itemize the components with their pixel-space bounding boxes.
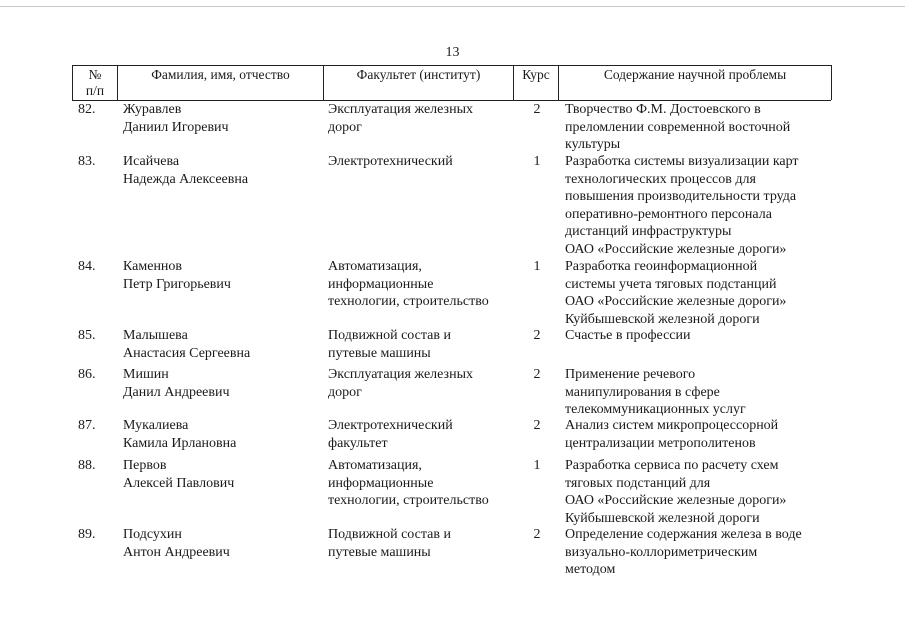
course: 2 (533, 418, 541, 433)
faculty: Подвижной состав и путевые машины (328, 328, 451, 361)
faculty: Эксплуатация железных дорог (328, 367, 473, 400)
header-num: № п/п (85, 67, 105, 98)
row-number: 86. (78, 367, 96, 382)
research-topic: Счастье в профессии (565, 328, 691, 343)
row-number: 87. (78, 418, 96, 433)
student-name: Малышева Анастасия Сергеевна (123, 328, 251, 361)
student-name: Каменнов Петр Григорьевич (123, 259, 231, 292)
course: 2 (533, 102, 541, 117)
row-number: 83. (78, 154, 96, 169)
faculty: Электротехнический (328, 154, 453, 169)
student-name: Исайчева Надежда Алексеевна (123, 154, 249, 187)
student-name: Журавлев Даниил Игоревич (123, 102, 229, 135)
faculty: Автоматизация, информационные технологии, строительство (328, 458, 489, 508)
header-course: Курс (522, 67, 550, 82)
faculty: Подвижной состав и путевые машины (328, 527, 451, 560)
course: 1 (533, 458, 541, 473)
research-topic: Творчество Ф.М. Достоевского в преломлении современной восточной культуры (565, 102, 791, 152)
row-number: 85. (78, 328, 96, 343)
research-topic: Разработка сервиса по расчету схем тяговых подстанций для ОАО «Российские железные дороги» Куйбышевской железной дороги (565, 458, 787, 526)
row-number: 84. (78, 259, 96, 274)
faculty: Эксплуатация железных дорог (328, 102, 473, 135)
row-number: 89. (78, 527, 96, 542)
student-name: Первов Алексей Павлович (123, 458, 235, 491)
row-number: 88. (78, 458, 96, 473)
student-name: Подсухин Антон Андреевич (123, 527, 230, 560)
header-topic: Содержание научной проблемы (603, 67, 787, 82)
table-top-border (72, 65, 831, 66)
research-topic: Разработка системы визуализации карт технологических процессов для повышения производительности труда оперативно-ремонтного персонала дистанций инфраструктуры ОАО «Российские железные дороги» (565, 154, 799, 257)
research-topic: Определение содержания железа в воде визуально-коллориметрическим методом (565, 527, 802, 577)
course: 2 (533, 527, 541, 542)
page-number: 13 (445, 45, 460, 60)
research-topic: Анализ систем микропроцессорной централизации метрополитенов (565, 418, 779, 451)
row-number: 82. (78, 102, 96, 117)
research-topic: Применение речевого манипулирования в сфере телекоммуникационных услуг (565, 367, 746, 417)
student-name: Мишин Данил Андреевич (123, 367, 230, 400)
scan-edge-line (0, 6, 905, 7)
course: 2 (533, 328, 541, 343)
faculty: Автоматизация, информационные технологии, строительство (328, 259, 489, 309)
course: 1 (533, 154, 541, 169)
student-name: Мукалиева Камила Ирлановна (123, 418, 237, 451)
header-faculty: Факультет (институт) (356, 67, 481, 82)
research-topic: Разработка геоинформационной системы учета тяговых подстанций ОАО «Российские железные дороги» Куйбышевской железной дороги (565, 259, 787, 327)
table-header-divider (831, 65, 832, 100)
course: 1 (533, 259, 541, 274)
header-name: Фамилия, имя, отчество (151, 67, 290, 82)
faculty: Электротехнический факультет (328, 418, 453, 451)
course: 2 (533, 367, 541, 382)
